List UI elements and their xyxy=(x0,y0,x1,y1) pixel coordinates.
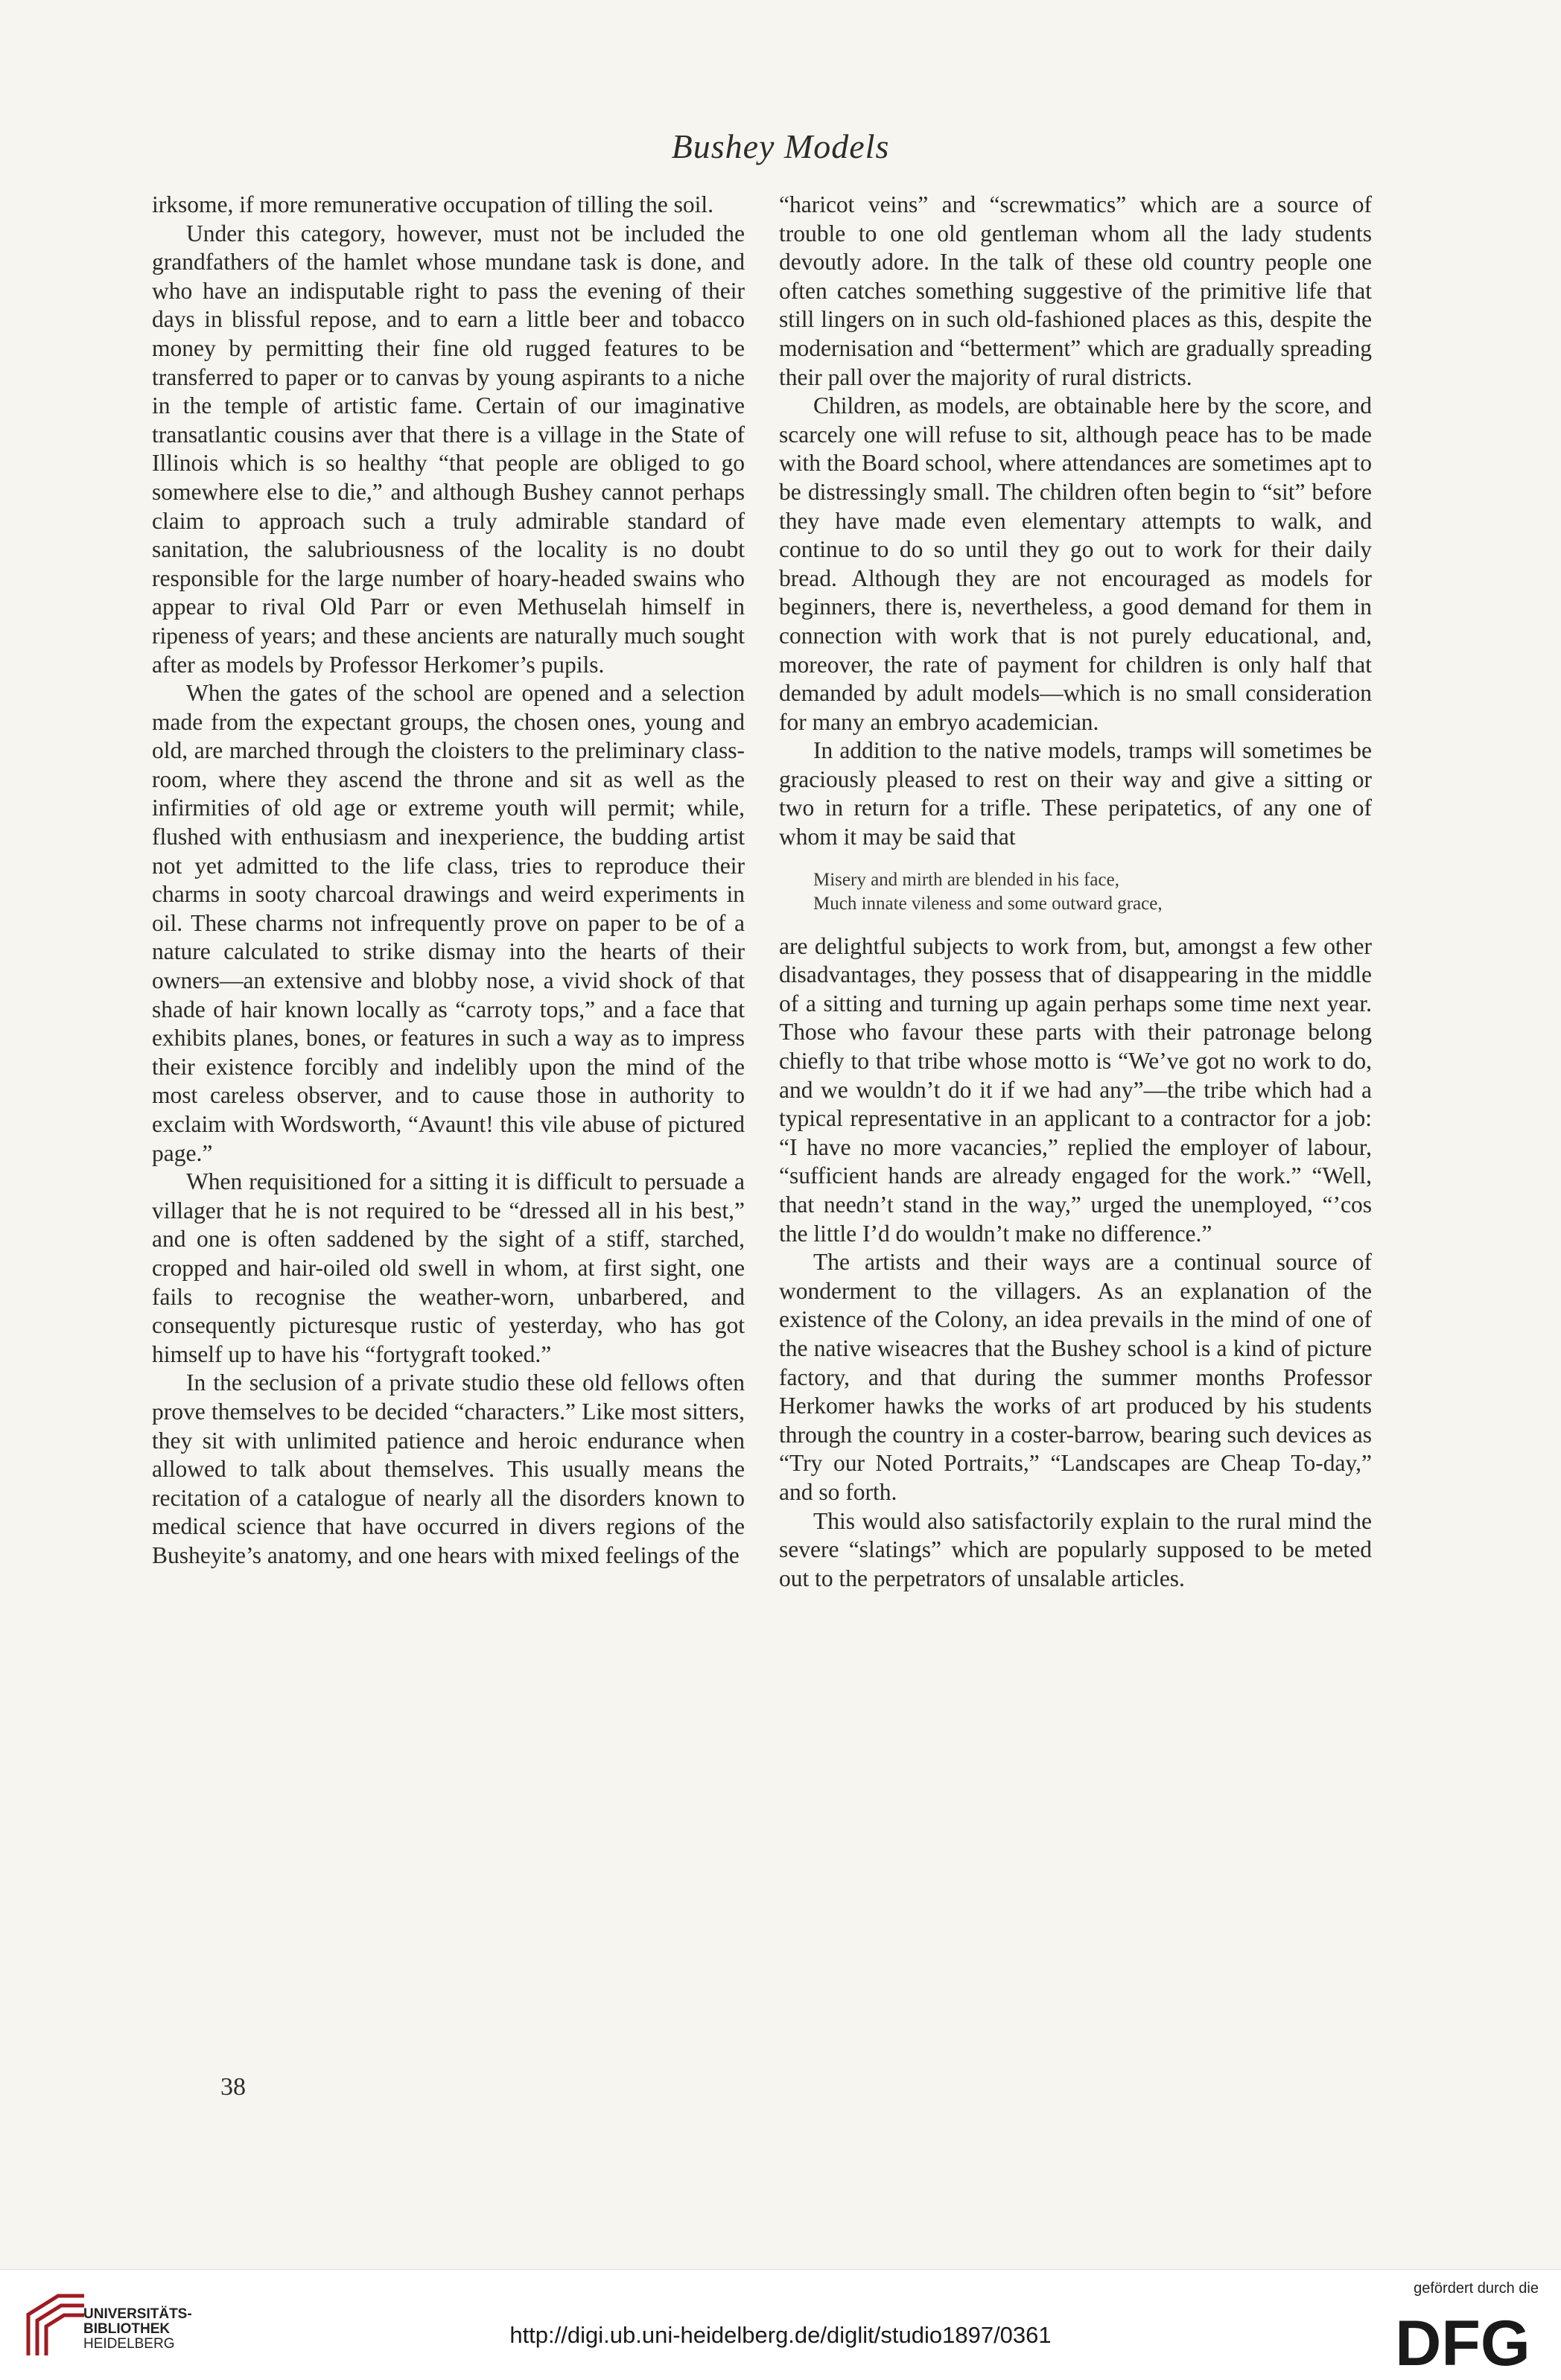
right-column xyxy=(779,191,1372,1593)
permalink-url[interactable]: http://digi.ub.uni-heidelberg.de/diglit/studio1897/0361 xyxy=(509,2322,1052,2348)
paragraph: irksome, if more remunerative occupation of tilling the soil. xyxy=(152,191,714,217)
funding-note: gefördert durch die xyxy=(1414,2280,1539,2297)
paragraph: In the seclusion of a private studio these old fellows often prove themselves to be decided “characters.” Like most sitters, they sit with unlimited patience and heroic endurance when allowed to talk about themselves. This usually means the recitation of a catalogue of nearly all the disorders known to medical science that have occurred in divers regions of the Busheyite’s anatomy, and one hears with mixed feelings of the xyxy=(152,1369,745,1568)
library-name-line: HEIDELBERG xyxy=(83,2336,175,2352)
library-name-line: UNIVERSITÄTS- xyxy=(83,2306,192,2322)
verse-line: Misery and mirth are blended in his face, xyxy=(813,869,1119,890)
paragraph: “haricot veins” and “screwmatics” which are a source of trouble to one old gentleman whom all the lady students devoutly adore. In the talk of these old country people one often catches something suggestive of the primitive life that still lingers on in such old-fashioned places as this, despite the modernisation and “betterment” which are gradually spreading their pall over the majority of rural districts. xyxy=(779,191,1372,390)
paragraph: are delightful subjects to work from, but, amongst a few other disadvantages, they possess that of disappearing in the middle of a sitting and turning up again perhaps some time next year. Those who favour these parts with their patronage belong chiefly to that tribe whose motto is “We’ve got no work to do, and we wouldn’t do it if we had any”—the tribe which had a typical representative in an applicant to a contractor for a job: “I have no more vacancies,” replied the employer of labour, “sufficient hands are already engaged for the work.” “Well, that needn’t stand in the way,” urged the unemployed, “’cos the little I’d do wouldn’t make no difference.” xyxy=(779,932,1372,1247)
paragraph: Under this category, however, must not be included the grandfathers of the hamlet whose mundane task is done, and who have an indisputable right to pass the evening of their days in blissful repose, and to earn a little beer and tobacco money by permitting their fine old rugged features to be transferred to paper or to canvas by young aspirants to a niche in the temple of artistic fame. Certain of our imaginative transatlantic cousins aver that there is a village in the State of Illinois which is so healthy “that people are obliged to go somewhere else to die,” and although Bushey cannot perhaps claim to approach such a truly admirable standard of sanitation, the salubriousness of the locality is no doubt responsible for the large number of hoary-headed swains who appear to rival Old Parr or even Methuselah himself in ripeness of years; and these ancients are naturally much sought after as models by Professor Herkomer’s pupils. xyxy=(152,220,745,678)
paragraph: When requisitioned for a sitting it is difficult to persuade a villager that he is not required to be “dressed all in his best,” and one is often saddened by the sight of a stiff, starched, cropped and hair-oiled old swell in whom, at first sight, one fails to recognise the weather-worn, unbarbered, and consequently picturesque rustic of yesterday, who has got himself up to have his “fortygraft tooked.” xyxy=(152,1168,745,1367)
page-number: 38 xyxy=(220,2073,246,2101)
running-title: Bushey Models xyxy=(671,127,890,165)
paragraph: In addition to the native models, tramps will sometimes be graciously pleased to rest on their way and give a sitting or two in return for a trifle. These peripatetics, of any one of whom it may be said that xyxy=(779,737,1372,850)
dfg-logo-text: DFG xyxy=(1395,2311,1530,2373)
left-column xyxy=(152,191,745,1571)
verse-quote xyxy=(813,868,1372,916)
viewer-footer xyxy=(0,2269,1561,2380)
paragraph: Children, as models, are obtainable here by the score, and scarcely one will refuse to sit, although peace has to be made with the Board school, where attendances are sometimes apt to be distressingly small. The children often begin to “sit” before they have made even elementary attempts to walk, and continue to do so until they go out to work for their daily bread. Although they are not encouraged as models for beginners, there is, nevertheless, a good demand for them in connection with work that is not purely educational, and, moreover, the rate of payment for children is only half that demanded by adult models—which is no small consideration for many an embryo academician. xyxy=(779,392,1372,735)
paragraph: This would also satisfactorily explain to the rural mind the severe “slatings” which are popularly supposed to be meted out to the perpetrators of unsalable articles. xyxy=(779,1507,1372,1591)
dfg-logo-icon[interactable] xyxy=(1382,2311,1543,2373)
paragraph: The artists and their ways are a continual source of wonderment to the villagers. As an explanation of the existence of the Colony, an idea prevails in the mind of one of the native wiseacres that the Bushey school is a kind of picture factory, and that during the summer months Professor Herkomer hawks the works of art produced by his students through the country in a coster-barrow, bearing such devices as “Try our Noted Portraits,” “Landscapes are Cheap To-day,” and so forth. xyxy=(779,1249,1372,1505)
paragraph: When the gates of the school are opened and a selection made from the expectant groups, the chosen ones, young and old, are marched through the cloisters to the preliminary class-room, where they ascend the throne and sit as well as the infirmities of old age or extreme youth will permit; while, flushed with enthusiasm and inexperience, the budding artist not yet admitted to the life class, tries to reproduce their charms in sooty charcoal drawings and weird experiments in oil. These charms not infrequently prove on paper to be of a nature calculated to strike dismay into the hearts of their owners—an extensive and blobby nose, a vivid shock of that shade of hair known locally as “carroty tops,” and a face that exhibits planes, bones, or features in such a way as to impress their existence forcibly and indelibly upon the mind of the most careless observer, and to cause those in authority to exclaim with Wordsworth, “Avaunt! this vile abuse of pictured page.” xyxy=(152,680,745,1166)
library-name-line: BIBLIOTHEK xyxy=(83,2321,171,2337)
verse-line: Much innate vileness and some outward grace, xyxy=(813,893,1163,914)
